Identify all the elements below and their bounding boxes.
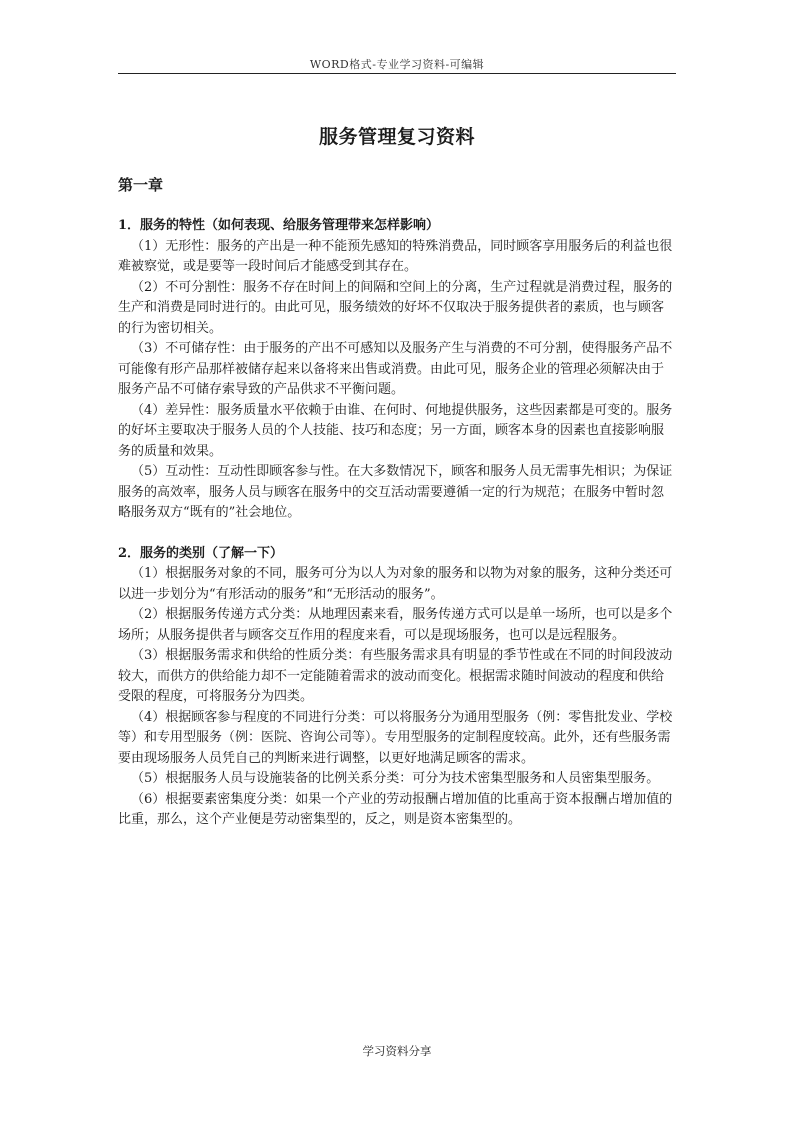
paragraph: （4）根据顾客参与程度的不同进行分类：可以将服务分为通用型服务（例：零售批发业、学校等）和专用型服务（例：医院、咨询公司等）。专用型服务的定制程度较高。此外，还有些服务需要由现场服务人员凭自己的判断来进行调整，以更好地满足顾客的需求。	[118, 709, 673, 766]
section-gap	[118, 524, 676, 544]
paragraph: （3）不可储存性：由于服务的产出不可感知以及服务产生与消费的不可分割，使得服务产品不可能像有形产品那样被储存起来以备将来出售或消费。由此可见，服务企业的管理必须解决由于服务产品不可储存索导致的产品供求不平衡问题。	[118, 341, 673, 397]
page-header: WORD格式-专业学习资料-可编辑	[309, 58, 485, 71]
paragraph: （5）互动性：互动性即顾客参与性。在大多数情况下，顾客和服务人员无需事先相识；为保证服务的高效率，服务人员与顾客在服务中的交互活动需要遵循一定的行为规范；在服务中暂时忽略服务双方“既有的”社会地位。	[118, 464, 673, 520]
chapter-heading: 第一章	[118, 176, 164, 194]
paragraph: （2）根据服务传递方式分类：从地理因素来看，服务传递方式可以是单一场所，也可以是多个场所；从服务提供者与顾客交互作用的程度来看，可以是现场服务，也可以是远程服务。	[118, 607, 673, 643]
paragraph: （2）不可分割性：服务不存在时间上的间隔和空间上的分离，生产过程就是消费过程，服务的生产和消费是同时进行的。由此可见，服务绩效的好坏不仅取决于服务提供者的素质，也与顾客的行为密切相关。	[118, 279, 673, 336]
document-title: 服务管理复习资料	[318, 126, 475, 148]
paragraph: （4）差异性：服务质量水平依赖于由谁、在何时、何地提供服务，这些因素都是可变的。服务的好坏主要取决于服务人员的个人技能、技巧和态度；另一方面，顾客本身的因素也直接影响服务的质量和效果。	[118, 402, 673, 459]
page-footer: 学习资料分享	[362, 1044, 432, 1058]
paragraph: （1）根据服务对象的不同，服务可分为以人为对象的服务和以物为对象的服务，这种分类还可以进一步划分为“有形活动的服务”和“无形活动的服务”。	[118, 566, 673, 602]
section-2	[118, 544, 676, 831]
section-heading: 2．服务的类别（了解一下）	[118, 545, 284, 561]
paragraph: （1）无形性：服务的产出是一种不能预先感知的特殊消费品，同时顾客享用服务后的利益也很难被察觉，或是要等一段时间后才能感受到其存在。	[118, 238, 673, 274]
paragraph: （5）根据服务人员与设施装备的比例关系分类：可分为技术密集型服务和人员密集型服务。	[131, 771, 660, 786]
section-1	[118, 216, 676, 524]
document-body	[118, 216, 676, 831]
header-rule	[118, 73, 676, 74]
paragraph: （3）根据服务需求和供给的性质分类：有些服务需求具有明显的季节性或在不同的时间段波动较大，而供方的供给能力却不一定能随着需求的波动而变化。根据需求随时间波动的程度和供给受限的程度，可将服务分为四类。	[118, 648, 673, 704]
section-heading: 1．服务的特性（如何表现、给服务管理带来怎样影响）	[118, 218, 440, 233]
paragraph: （6）根据要素密集度分类：如果一个产业的劳动报酬占增加值的比重高于资本报酬占增加值的比重，那么，这个产业便是劳动密集型的，反之，则是资本密集型的。	[118, 791, 673, 827]
